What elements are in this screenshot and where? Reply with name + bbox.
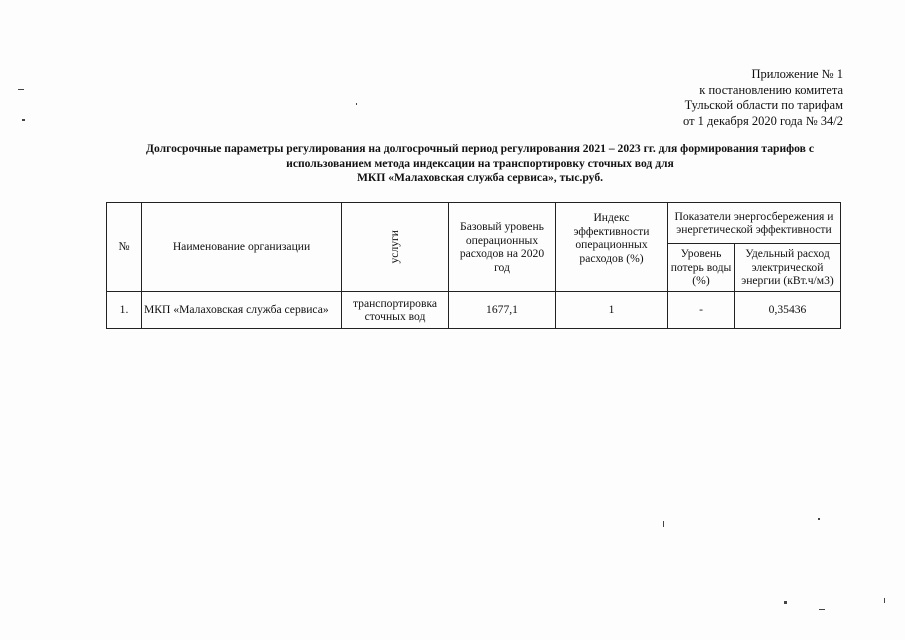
appendix-line-1: Приложение № 1	[751, 67, 843, 81]
header-energy-group: Показатели энергосбережения и энергетической эффективности	[668, 203, 841, 244]
header-service-label: услуги	[388, 230, 402, 264]
title-line-1: Долгосрочные параметры регулирования на долгосрочный период регулирования 2021 – 2023 гг. для формирования тарифов с	[145, 142, 814, 155]
scan-speck	[356, 103, 357, 105]
scan-speck	[884, 598, 885, 603]
title-line-3: МКП «Малаховская служба сервиса», тыс.руб.	[356, 171, 604, 184]
table-row	[107, 292, 841, 329]
scan-speck	[22, 119, 25, 121]
scan-speck	[818, 518, 820, 520]
header-service	[342, 203, 449, 292]
header-water-loss: Уровень потерь воды (%)	[668, 244, 735, 292]
cell-service: транспортировка сточных вод	[342, 292, 449, 329]
appendix-line-4: от 1 декабря 2020 года № 34/2	[682, 113, 843, 128]
title-line-2: использованием метода индексации на транспортировку сточных вод для	[286, 156, 674, 170]
cell-energy-consumption: 0,35436	[735, 292, 841, 329]
header-row-1	[107, 203, 841, 244]
header-num: №	[107, 203, 142, 292]
cell-efficiency-index: 1	[556, 292, 668, 329]
header-energy-consumption: Удельный расход электрической энергии (кВт.ч/м3)	[735, 244, 841, 292]
header-base-level: Базовый уровень операционных расходов на 2020 год	[449, 203, 556, 292]
header-org-name: Наименование организации	[142, 203, 342, 292]
appendix-header	[683, 67, 843, 129]
header-efficiency-index: Индекс эффективности операционных расходов (%)	[556, 203, 668, 292]
cell-num: 1.	[107, 292, 142, 329]
scan-speck	[18, 89, 24, 90]
appendix-line-2: к постановлению комитета	[699, 82, 843, 97]
parameters-table	[106, 202, 841, 329]
document-title	[100, 142, 860, 186]
scan-speck	[663, 521, 664, 527]
appendix-line-3: Тульской области по тарифам	[684, 98, 843, 112]
scan-speck	[819, 609, 825, 610]
cell-org-name: МКП «Малаховская служба сервиса»	[142, 292, 342, 329]
cell-water-loss: -	[668, 292, 735, 329]
scan-speck	[784, 601, 787, 604]
cell-base-level: 1677,1	[449, 292, 556, 329]
